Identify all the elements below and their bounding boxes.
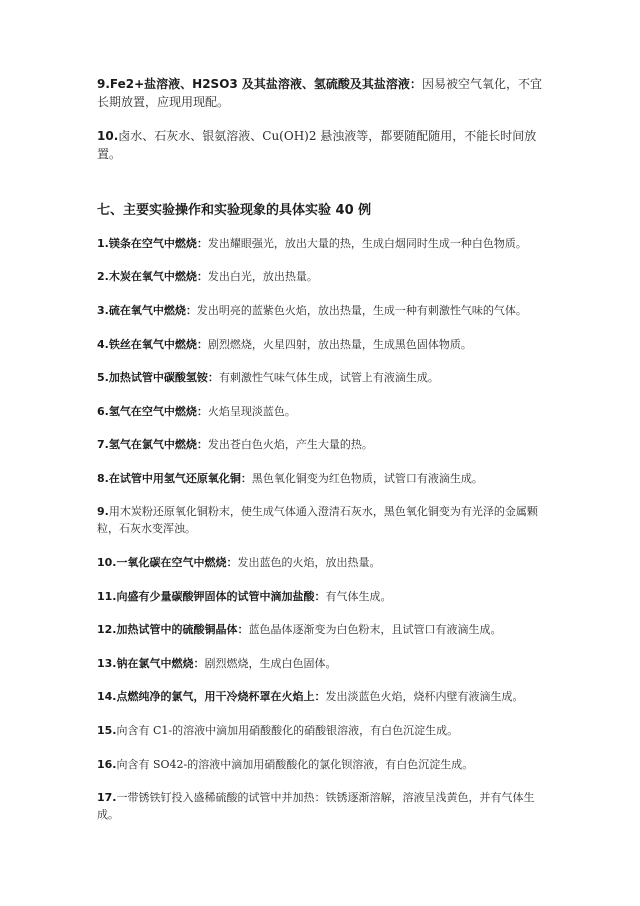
item-10-bold: 10.一氧化碳在空气中燃烧： [97,556,238,569]
item-2-bold: 2.木炭在氧气中燃烧： [97,270,208,283]
list-item [97,588,392,605]
item-15-number: 15. [97,724,117,737]
list-item [97,268,318,285]
item-14-bold: 14.点燃纯净的氯气，用干冷烧杯罩在火焰上： [97,690,326,703]
item-4-bold: 4.铁丝在氧气中燃烧： [97,338,208,351]
list-item [97,235,527,252]
intro-9-text: 因易被空气氧化，不宜长期放置，应现用现配。 [97,77,542,109]
item-13-text: 剧烈燃烧，生成白色固体。 [204,657,337,670]
list-item [97,722,458,739]
section-title: 七、主要实验操作和实验现象的具体实验 40 例 [97,203,372,218]
item-11-text: 有气体生成。 [325,590,392,603]
intro-10-number: 10. [97,129,119,143]
item-5-text: 有刺激性气味气体生成，试管上有液滴生成。 [218,371,439,384]
list-item [97,369,439,386]
item-6-text: 火焰呈现淡蓝色。 [207,405,296,418]
item-16-number: 16. [97,758,117,771]
item-17-text: 一带锈铁钉投入盛稀硫酸的试管中并加热：铁锈逐渐溶解，溶液呈浅黄色，并有气体生成。 [97,791,535,821]
list-item [97,302,527,319]
list-item [97,470,483,487]
item-14-text: 发出淡蓝色火焰，烧杯内壁有液滴生成。 [325,690,524,703]
list-item [97,336,472,353]
list-item [97,503,547,537]
item-1-bold: 1.镁条在空气中燃烧： [97,237,208,250]
list-item [97,789,547,823]
item-13-bold: 13.钠在氯气中燃烧： [97,657,205,670]
intro-9-bold: 9.Fe2+盐溶液、H2SO3 及其盐溶液、氢硫酸及其盐溶液： [97,77,422,91]
list-item [97,436,373,453]
intro-10-text: 卤水、石灰水、银氨溶液、Cu(OH)2 悬浊液等，都要随配随用，不能长时间放置。 [97,129,537,161]
list-item [97,554,381,571]
intro-paragraph-9 [97,75,547,111]
item-17-number: 17. [97,791,117,804]
item-12-bold: 12.加热试管中的硫酸铜晶体： [97,623,249,636]
item-9-number: 9. [97,505,109,518]
item-3-bold: 3.硫在氧气中燃烧： [97,304,197,317]
item-7-text: 发出苍白色火焰，产生大量的热。 [207,438,373,451]
item-10-text: 发出蓝色的火焰，放出热量。 [237,556,381,569]
item-11-bold: 11.向盛有少量碳酸钾固体的试管中滴加盐酸： [97,590,326,603]
list-item [97,621,502,638]
list-item [97,688,524,705]
item-4-text: 剧烈燃烧，火星四射，放出热量，生成黑色固体物质。 [207,338,472,351]
item-12-text: 蓝色晶体逐渐变为白色粉末，且试管口有液滴生成。 [248,623,502,636]
item-16-text: 向含有 SO42-的溶液中滴加用硝酸酸化的氯化钡溶液，有白色沉淀生成。 [116,758,474,771]
intro-paragraph-10 [97,127,547,163]
item-6-bold: 6.氢气在空气中燃烧： [97,405,208,418]
item-1-text: 发出耀眼强光，放出大量的热，生成白烟同时生成一种白色物质。 [207,237,527,250]
item-8-text: 黑色氧化铜变为红色物质，试管口有液滴生成。 [251,472,483,485]
item-5-bold: 5.加热试管中碳酸氢铵： [97,371,219,384]
item-3-text: 发出明亮的蓝紫色火焰，放出热量，生成一种有刺激性气味的气体。 [196,304,527,317]
item-9-text: 用木炭粉还原氧化铜粉末，使生成气体通入澄清石灰水，黑色氧化铜变为有光泽的金属颗粒，石灰水变浑浊。 [97,505,538,535]
list-item [97,756,473,773]
list-item [97,403,296,420]
item-8-bold: 8.在试管中用氢气还原氧化铜： [97,472,252,485]
item-2-text: 发出白光，放出热量。 [207,270,318,283]
item-15-text: 向含有 C1-的溶液中滴加用硝酸酸化的硝酸银溶液，有白色沉淀生成。 [116,724,459,737]
item-7-bold: 7.氢气在氯气中燃烧： [97,438,208,451]
list-item [97,655,337,672]
